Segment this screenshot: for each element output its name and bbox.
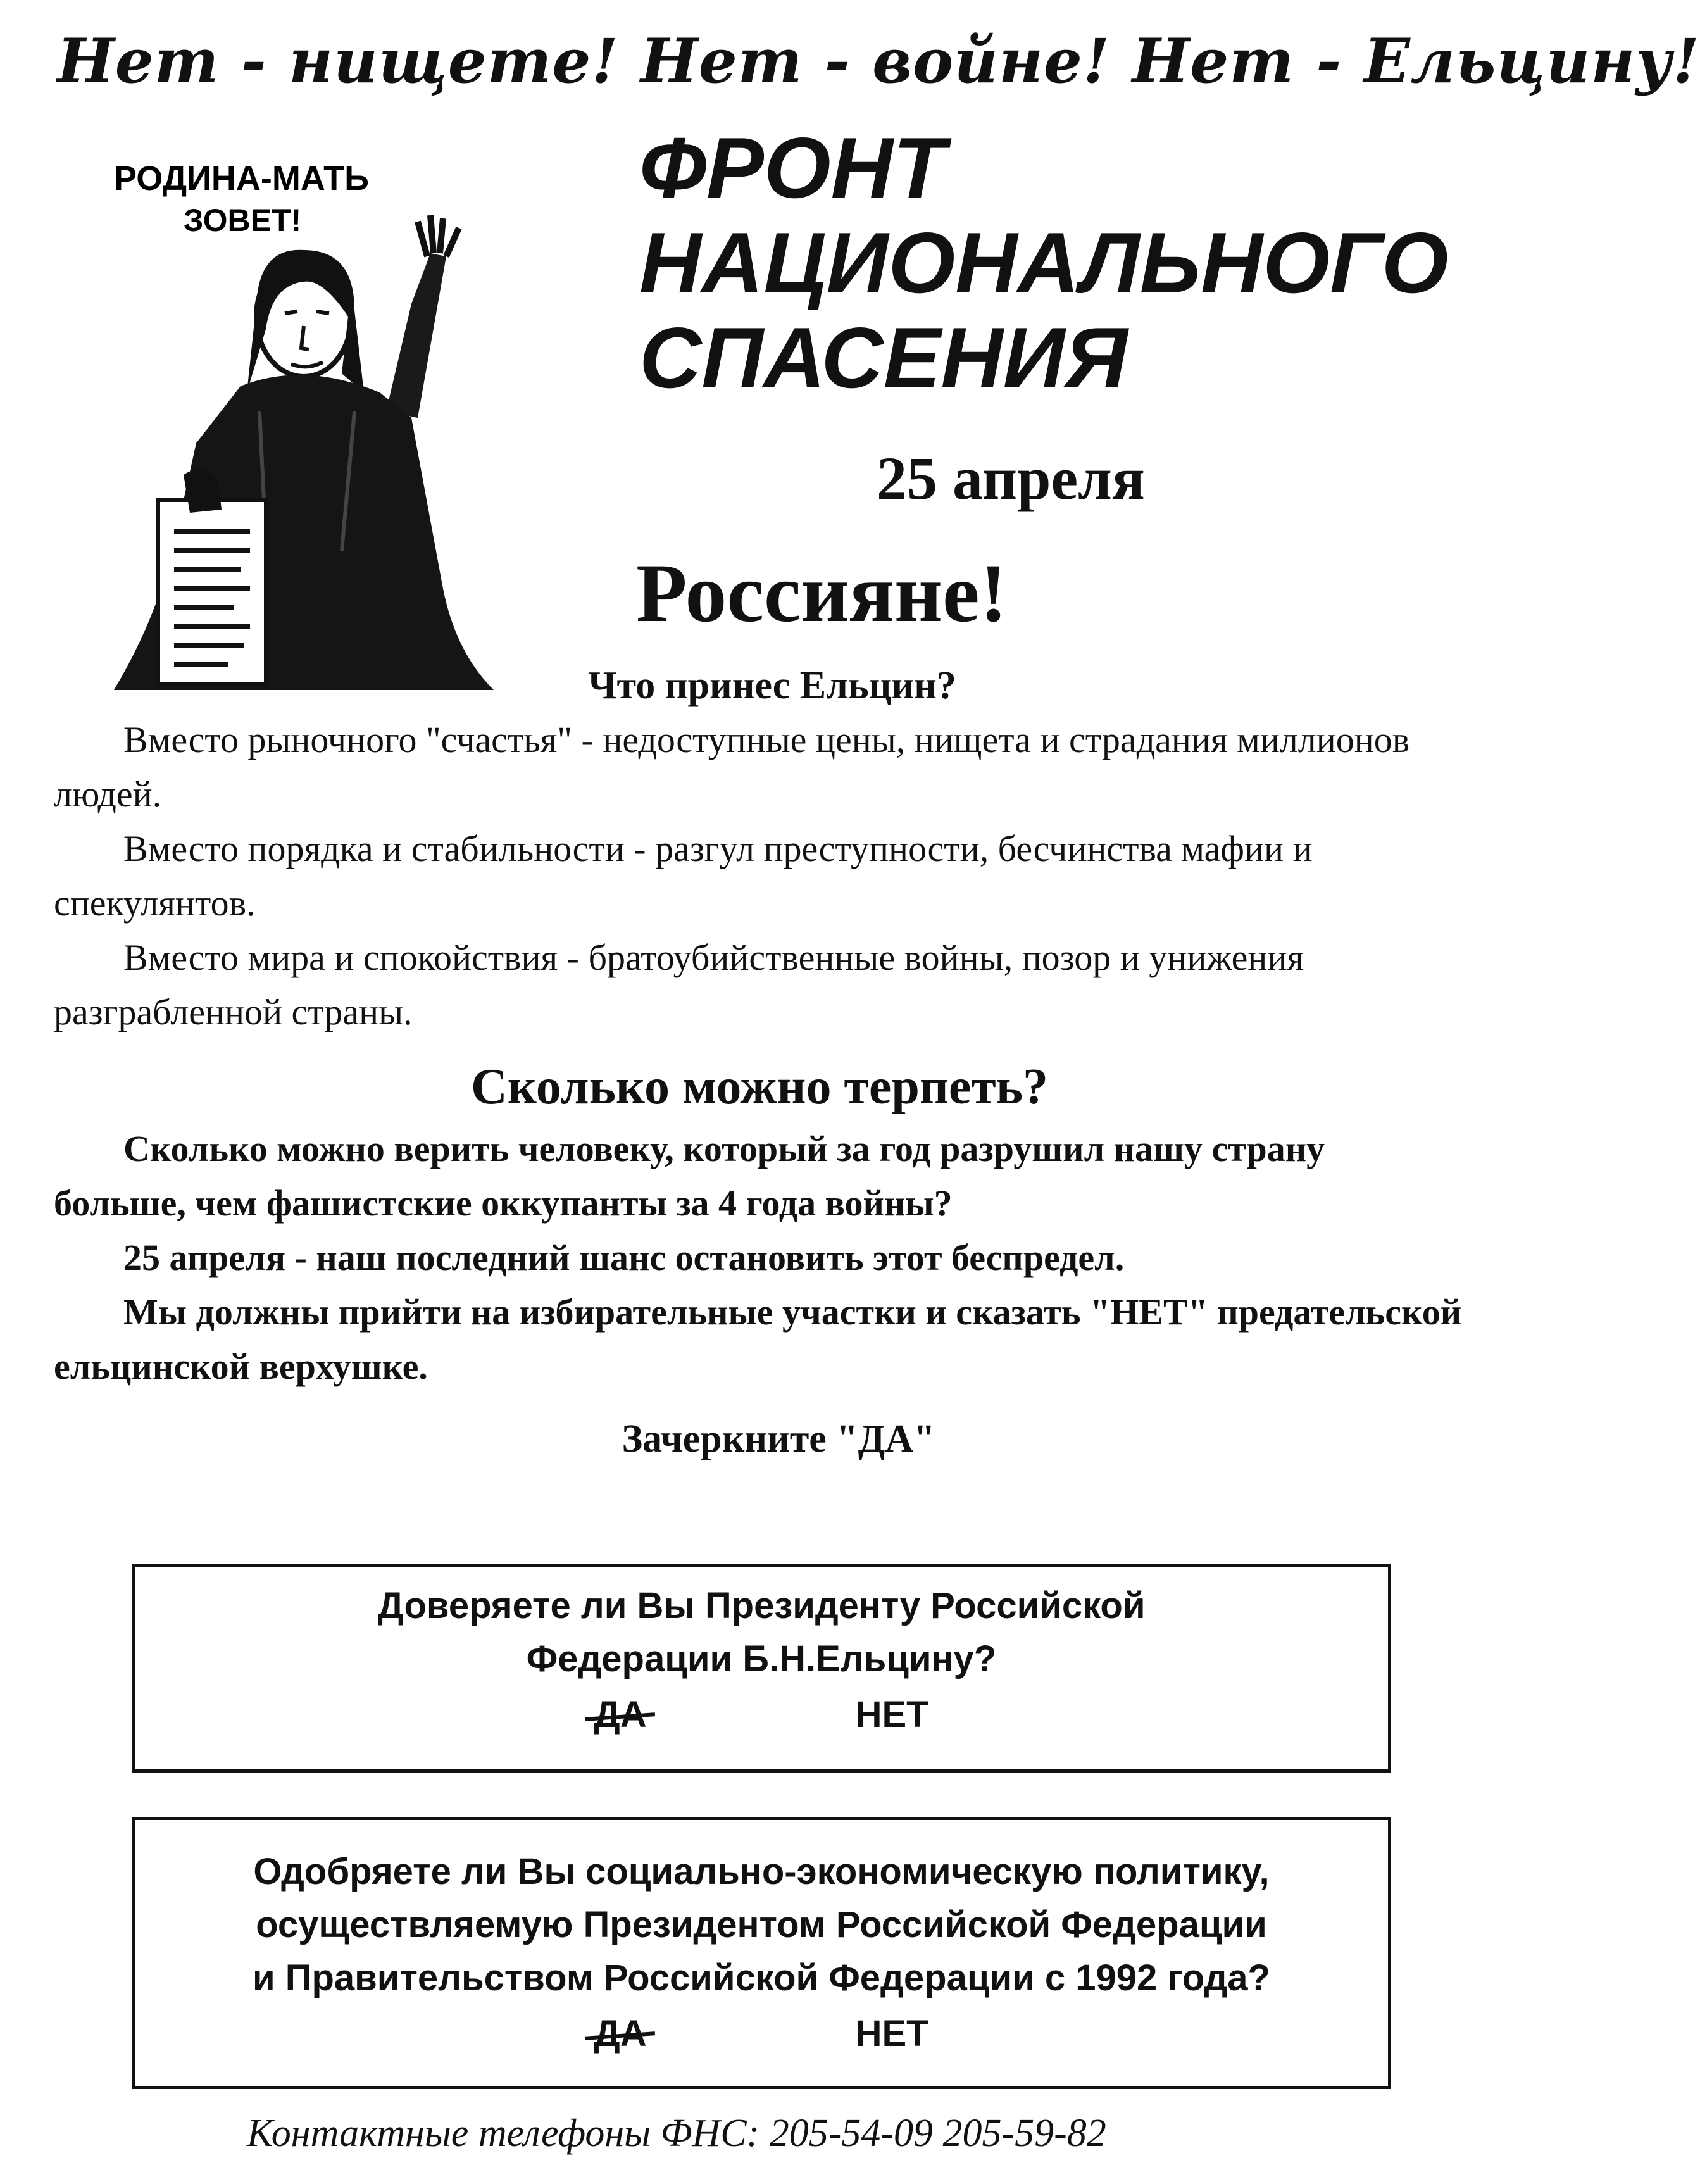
section1-paragraph-3: Вместо мира и спокойствия - братоубийственные войны, позор и унижения разграбленной страны. [54, 937, 1304, 1032]
ballot-question-1-box [132, 1564, 1391, 1773]
poster-caption-line2: ЗОВЕТ! [184, 203, 302, 238]
organization-title [639, 120, 1448, 405]
event-date: 25 апреля [877, 444, 1145, 512]
poster-caption-line1: РОДИНА-МАТЬ [114, 160, 369, 198]
header-slogan: Нет - нищете! Нет - войне! Нет - Ельцину! [57, 25, 1700, 97]
ballot-q1-line-2: Федерации Б.Н.Ельцину? [526, 1638, 997, 1679]
section1-paragraph-1: Вместо рыночного "счастья" - недоступные цены, нищета и страдания миллионов людей. [54, 719, 1410, 815]
greeting-heading: Россияне! [636, 546, 1008, 639]
strike-instruction: Зачеркните "ДА" [622, 1417, 935, 1460]
section2-paragraph-3: Мы должны прийти на избирательные участки и сказать "НЕТ" предательской ельцинской верхушке. [54, 1291, 1462, 1387]
section2-paragraph-1: Сколько можно верить человеку, который за год разрушил нашу страну больше, чем фашистские оккупанты за 4 года войны? [54, 1128, 1325, 1224]
contact-phones: Контактные телефоны ФНС: 205-54-09 205-59-82 [247, 2112, 1106, 2155]
title-line-2: НАЦИОНАЛЬНОГО [639, 215, 1449, 311]
section2-paragraph-2: 25 апреля - наш последний шанс остановить этот беспредел. [123, 1237, 1125, 1278]
ballot-q2-answers [135, 2007, 1388, 2061]
ballot-q1-answers [135, 1688, 1388, 1742]
title-line-1: ФРОНТ [639, 120, 946, 216]
ballot-q2-line-2: осуществляемую Президентом Российской Федерации [256, 1904, 1267, 1945]
section2-heading: Сколько можно терпеть? [470, 1059, 1049, 1115]
ballot-q1-yes-struck: ДА [594, 1688, 646, 1742]
ballot-q2-no: НЕТ [855, 2013, 929, 2054]
ballot-q2-line-3: и Правительством Российской Федерации с 1992 года? [253, 1957, 1270, 1999]
leaflet-body [54, 658, 1465, 1466]
title-line-3: СПАСЕНИЯ [639, 310, 1128, 406]
ballot-q2-line-1: Одобряете ли Вы социально-экономическую политику, [253, 1851, 1270, 1892]
motherland-poster-illustration [114, 146, 494, 690]
ballot-question-2-box [132, 1817, 1391, 2089]
section1-heading: Что принес Ельцин? [588, 664, 956, 707]
ballot-q2-yes-struck: ДА [594, 2007, 646, 2061]
ballot-q1-line-1: Доверяете ли Вы Президенту Российской [377, 1585, 1146, 1626]
ballot-q1-no: НЕТ [855, 1694, 929, 1735]
section1-paragraph-2: Вместо порядка и стабильности - разгул преступности, бесчинства мафии и спекулянтов. [54, 828, 1313, 924]
